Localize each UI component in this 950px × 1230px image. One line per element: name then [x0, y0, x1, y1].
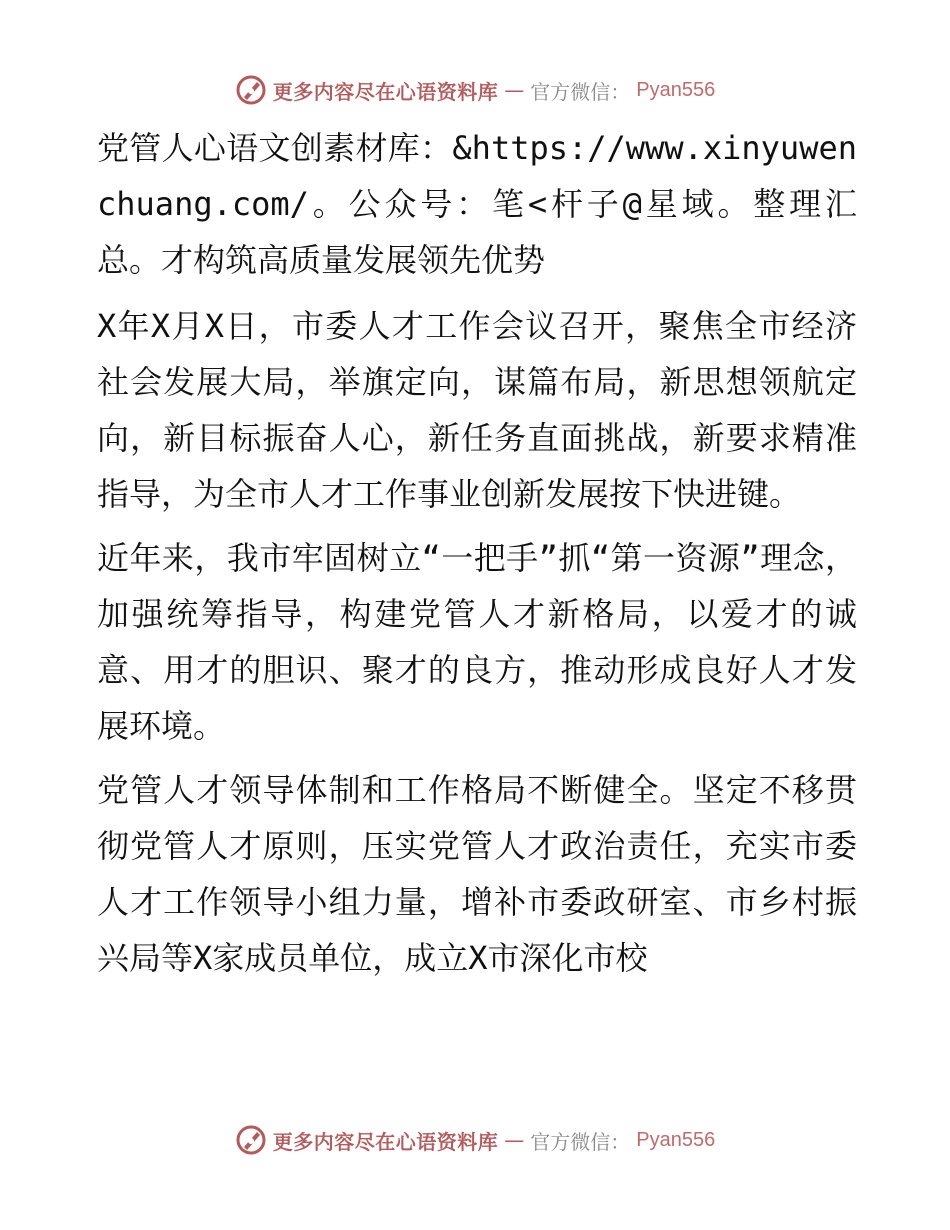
banner-official-text: 官方微信： [530, 79, 631, 104]
document-body [97, 120, 857, 994]
banner-wechat-id: Pyan556 [636, 1128, 716, 1151]
header-banner [0, 70, 950, 110]
banner-main-text: 更多内容尽在心语资料库 [272, 79, 499, 104]
banner-official-text: 官方微信： [530, 1129, 631, 1154]
paragraph-1: 党管人心语文创素材库：&https://www.xinyuwenchuang.com/。公众号：笔<杆子@星域。整理汇总。才构筑高质量发展领先优势 [97, 129, 857, 279]
banner-dash: — [504, 1128, 525, 1152]
paragraph-4: 党管人才领导体制和工作格局不断健全。坚定不移贯彻党管人才原则，压实党管人才政治责任，充实市委人才工作领导小组力量，增补市委政研室、市乡村振兴局等X家成员单位，成立X市深化市校 [97, 771, 857, 977]
banner-main-text: 更多内容尽在心语资料库 [272, 1129, 499, 1154]
paragraph-2: X年X月X日，市委人才工作会议召开，聚焦全市经济社会发展大局，举旗定向，谋篇布局，新思想领航定向，新目标振奋人心，新任务直面挑战，新要求精准指导，为全市人才工作事业创新发展按下快进键。 [97, 307, 857, 513]
paragraph-3: 近年来，我市牢固树立“一把手”抓“第一资源”理念，加强统筹指导，构建党管人才新格局，以爱才的诚意、用才的胆识、聚才的良方，推动形成良好人才发展环境。 [97, 539, 857, 745]
banner-dash: — [504, 78, 525, 102]
pen-logo-icon [235, 1124, 267, 1156]
pen-logo-icon [235, 74, 267, 106]
banner-wechat-id: Pyan556 [636, 78, 716, 101]
footer-banner [0, 1120, 950, 1160]
